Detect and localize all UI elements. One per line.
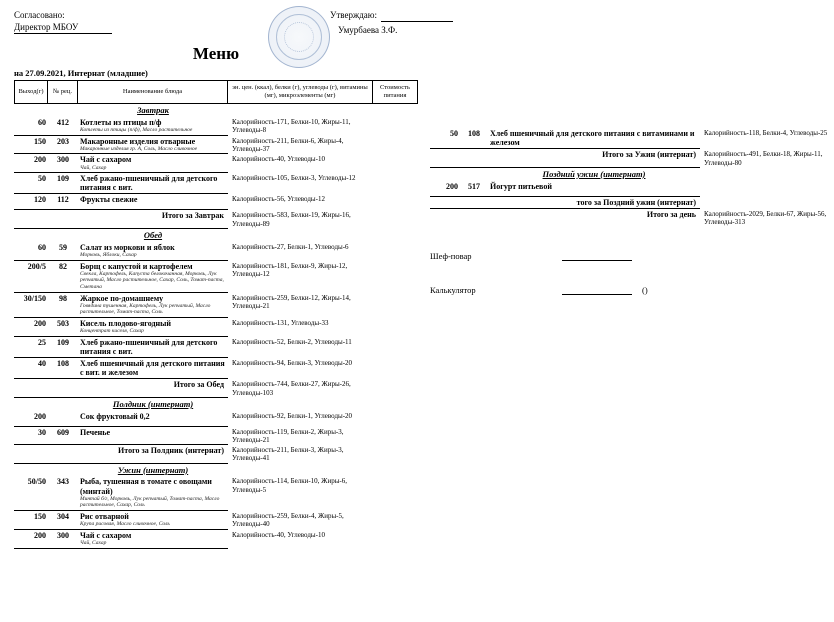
dish-title: Жаркое по-домашнему bbox=[80, 293, 164, 303]
menu-row bbox=[14, 318, 418, 337]
recipe-number: 304 bbox=[48, 511, 78, 530]
dish-name-cell bbox=[78, 154, 228, 173]
dish-title: Хлеб ржано-пшеничный для детского питания с вит. bbox=[80, 174, 218, 193]
recipe-number bbox=[460, 197, 488, 209]
recipe-number: 82 bbox=[48, 261, 78, 293]
dish-ingredients: Котлеты из птицы (п/ф), Масло растительное bbox=[80, 126, 193, 133]
menu-date-subtitle: на 27.09.2021, Интернат (младшие) bbox=[14, 68, 148, 78]
approver-signature-line bbox=[381, 12, 453, 22]
recipe-number: 108 bbox=[460, 128, 488, 149]
dish-name-cell bbox=[78, 358, 228, 379]
dish-title: Макаронные изделия отварные bbox=[80, 136, 196, 146]
recipe-number bbox=[48, 445, 78, 464]
dish-ingredients: Чай, Сахар bbox=[80, 539, 107, 546]
nutrition-info bbox=[700, 168, 830, 181]
portion-size bbox=[14, 379, 48, 398]
menu-row bbox=[14, 427, 418, 446]
dish-title: Салат из моркови и яблок bbox=[80, 242, 175, 252]
menu-row bbox=[430, 128, 830, 149]
dish-ingredients: Свекла, Картофель, Капуста белокочанная, Морковь, Лук репчатый, Масло растительное, Сахар, Соль, Томат-паста, Сметана bbox=[80, 270, 224, 290]
portion-size bbox=[14, 229, 48, 242]
nutrition-info: Калорийность-40, Углеводы-10 bbox=[232, 530, 325, 539]
nutrition-info: Калорийность-583, Белки-19, Жиры-16, Углеводы-89 bbox=[232, 211, 351, 228]
total-row bbox=[430, 149, 830, 168]
recipe-number: 517 bbox=[460, 181, 488, 197]
dish-ingredients: Макаронные изделия гр. А, Соль, Масло сливочное bbox=[80, 145, 198, 152]
chef-signature-line bbox=[562, 252, 632, 261]
menu-row bbox=[14, 293, 418, 318]
menu-table-right-column bbox=[430, 128, 830, 295]
nutrition-info bbox=[228, 104, 373, 117]
dish-title: Хлеб пшеничный для детского питания с витаминами и железом bbox=[490, 129, 695, 148]
recipe-number: 300 bbox=[48, 154, 78, 173]
chef-label: Шеф-повар bbox=[430, 251, 472, 262]
nutrition-info: Калорийность-52, Белки-2, Углеводы-11 bbox=[232, 337, 352, 346]
recipe-number bbox=[48, 411, 78, 427]
recipe-number: 109 bbox=[48, 337, 78, 358]
portion-size bbox=[14, 464, 48, 477]
recipe-number: 108 bbox=[48, 358, 78, 379]
calculator-signature-line bbox=[562, 286, 632, 295]
nutrition-info: Калорийность-259, Белки-12, Жиры-14, Углеводы-21 bbox=[232, 293, 351, 310]
total-label: Итого за день bbox=[646, 209, 696, 219]
meal-section-row bbox=[14, 464, 418, 477]
col-header-dish-name: Наименование блюда bbox=[77, 80, 228, 104]
dish-title: Фрукты свежие bbox=[80, 195, 138, 205]
approver-name: Умурбаева З.Ф. bbox=[338, 24, 398, 35]
meal-section-title: Обед bbox=[143, 229, 163, 240]
dish-name-cell bbox=[78, 242, 228, 261]
portion-size: 50 bbox=[14, 173, 48, 194]
dish-name-cell bbox=[78, 136, 228, 155]
portion-size: 50 bbox=[430, 128, 460, 149]
meal-section-row bbox=[430, 168, 830, 181]
portion-size bbox=[14, 398, 48, 411]
portion-size: 200 bbox=[14, 154, 48, 173]
agreed-label: Согласовано: bbox=[14, 10, 65, 20]
dish-name-cell bbox=[488, 181, 700, 197]
recipe-number bbox=[48, 210, 78, 229]
recipe-number bbox=[460, 209, 488, 228]
dish-name-cell bbox=[78, 411, 228, 427]
nutrition-info bbox=[700, 197, 830, 209]
portion-size: 25 bbox=[14, 337, 48, 358]
recipe-number: 343 bbox=[48, 476, 78, 511]
nutrition-info: Калорийность-94, Белки-3, Углеводы-20 bbox=[232, 359, 353, 368]
menu-row bbox=[14, 411, 418, 427]
total-row bbox=[14, 379, 418, 398]
nutrition-info: Калорийность-211, Белки-3, Жиры-3, Углеводы-41 bbox=[232, 446, 344, 463]
dish-title: Хлеб пшеничный для детского питания с вит. и железом bbox=[80, 359, 225, 378]
dish-title: Кисель плодово-ягодный bbox=[80, 318, 172, 328]
portion-size: 60 bbox=[14, 242, 48, 261]
menu-row bbox=[14, 530, 418, 549]
nutrition-info bbox=[228, 464, 373, 477]
nutrition-info: Калорийность-211, Белки-6, Жиры-4, Углеводы-37 bbox=[232, 136, 344, 153]
total-row bbox=[14, 210, 418, 229]
menu-row bbox=[14, 261, 418, 293]
menu-row bbox=[14, 194, 418, 210]
dish-title: Печенье bbox=[80, 427, 111, 437]
dish-ingredients: Говядина тушенная, Картофель, Лук репчатый, Масло растительное, Томат-паста, Соль bbox=[80, 302, 211, 316]
portion-size: 200 bbox=[430, 181, 460, 197]
nutrition-info: Калорийность-491, Белки-18, Жиры-11, Углеводы-80 bbox=[704, 150, 823, 167]
dish-title: Рыба, тушенная в томате с овощами (минтай) bbox=[80, 477, 212, 496]
calculator-suffix: () bbox=[642, 285, 648, 296]
dish-name-cell bbox=[78, 194, 228, 210]
dish-name-cell bbox=[78, 173, 228, 194]
portion-size: 50/50 bbox=[14, 476, 48, 511]
col-header-output: Выход(г) bbox=[14, 80, 48, 104]
dish-title: Йогурт питьевой bbox=[490, 181, 552, 191]
recipe-number: 203 bbox=[48, 136, 78, 155]
menu-row bbox=[14, 476, 418, 511]
menu-row bbox=[14, 173, 418, 194]
menu-row bbox=[14, 117, 418, 136]
dish-ingredients: Концентрат киселя, Сахар bbox=[80, 328, 144, 335]
portion-size: 30/150 bbox=[14, 293, 48, 318]
dish-title: Чай с сахаром bbox=[80, 155, 132, 165]
meal-section-row bbox=[14, 398, 418, 411]
dish-ingredients: Чай, Сахар bbox=[80, 164, 107, 171]
meal-section-title: Поздний ужин (интернат) bbox=[542, 168, 646, 179]
nutrition-info: Калорийность-105, Белки-3, Углеводы-12 bbox=[232, 174, 356, 183]
nutrition-info bbox=[228, 398, 373, 411]
table-header-row bbox=[14, 80, 418, 104]
col-header-recipe: № рец. bbox=[47, 80, 78, 104]
dish-name-cell bbox=[78, 427, 228, 446]
nutrition-info: Калорийность-119, Белки-2, Жиры-3, Углеводы-21 bbox=[232, 427, 344, 444]
page-title: Меню bbox=[192, 44, 240, 63]
menu-row bbox=[14, 242, 418, 261]
portion-size bbox=[430, 209, 460, 228]
menu-row bbox=[14, 511, 418, 530]
portion-size: 200 bbox=[14, 411, 48, 427]
portion-size bbox=[14, 210, 48, 229]
dish-name-cell bbox=[78, 476, 228, 511]
nutrition-info: Калорийность-118, Белки-4, Углеводы-25 bbox=[704, 129, 828, 137]
portion-size bbox=[14, 104, 48, 117]
total-label: Итого за Ужин (интернат) bbox=[488, 149, 700, 168]
recipe-number: 59 bbox=[48, 242, 78, 261]
total-row bbox=[430, 209, 830, 228]
recipe-number: 109 bbox=[48, 173, 78, 194]
nutrition-info: Калорийность-56, Углеводы-12 bbox=[232, 195, 325, 204]
portion-size: 200/5 bbox=[14, 261, 48, 293]
menu-row bbox=[14, 136, 418, 155]
dish-name-cell bbox=[78, 318, 228, 337]
approve-label: Утверждаю: bbox=[330, 10, 378, 20]
recipe-number bbox=[48, 229, 78, 242]
portion-size bbox=[430, 149, 460, 168]
total-label: Итого за Полдник (интернат) bbox=[78, 445, 228, 464]
recipe-number: 503 bbox=[48, 318, 78, 337]
col-header-nutrition: эн. цен. (ккал), белки (г), углеводы (г), витамины (мг), микроэлементы (мг) bbox=[227, 80, 373, 104]
nutrition-info: Калорийность-114, Белки-10, Жиры-6, Углеводы-5 bbox=[232, 477, 347, 494]
portion-size: 40 bbox=[14, 358, 48, 379]
recipe-number bbox=[48, 464, 78, 477]
nutrition-info: Калорийность-92, Белки-1, Углеводы-20 bbox=[232, 411, 353, 420]
dish-title: Сок фруктовый 0,2 bbox=[80, 411, 150, 421]
nutrition-info: Калорийность-744, Белки-27, Жиры-26, Углеводы-103 bbox=[232, 380, 351, 397]
dish-name-cell bbox=[78, 261, 228, 293]
portion-size: 30 bbox=[14, 427, 48, 446]
dish-name-cell bbox=[78, 117, 228, 136]
menu-row bbox=[14, 154, 418, 173]
dish-ingredients: Минтай б/г, Морковь, Лук репчатый, Томат-паста, Масло растительное, Сахар, Соль bbox=[80, 495, 220, 509]
portion-size: 150 bbox=[14, 136, 48, 155]
menu-table-left-body bbox=[14, 104, 418, 549]
dish-name-cell bbox=[488, 128, 700, 149]
menu-table-left-column bbox=[14, 80, 418, 549]
recipe-number bbox=[48, 104, 78, 117]
dish-name-cell bbox=[78, 530, 228, 549]
recipe-number: 609 bbox=[48, 427, 78, 446]
nutrition-info: Калорийность-171, Белки-10, Жиры-11, Углеводы-8 bbox=[232, 117, 351, 135]
recipe-number bbox=[460, 149, 488, 168]
portion-size bbox=[430, 197, 460, 209]
nutrition-info: Калорийность-259, Белки-4, Жиры-5, Углеводы-40 bbox=[232, 512, 344, 529]
agreed-role: Директор МБОУ bbox=[14, 22, 112, 35]
nutrition-info bbox=[228, 229, 373, 242]
portion-size: 120 bbox=[14, 194, 48, 210]
approve-block bbox=[330, 10, 453, 36]
dish-ingredients: Крупа рисовая, Масло сливочное, Соль bbox=[80, 521, 170, 528]
meal-section-title: Завтрак bbox=[137, 105, 169, 115]
dish-title: Рис отварной bbox=[80, 512, 129, 521]
dish-title: Котлеты из птицы п/ф bbox=[80, 117, 162, 127]
menu-table-right-body bbox=[430, 128, 830, 227]
meal-section-title: Ужин (интернат) bbox=[117, 464, 189, 475]
nutrition-info bbox=[700, 181, 830, 197]
calculator-label: Калькулятор bbox=[430, 285, 476, 296]
meal-section-row bbox=[14, 104, 418, 117]
recipe-number: 98 bbox=[48, 293, 78, 318]
dish-title: Чай с сахаром bbox=[80, 530, 132, 540]
nutrition-info: Калорийность-2029, Белки-67, Жиры-56, Углеводы-313 bbox=[704, 209, 827, 227]
portion-size: 60 bbox=[14, 117, 48, 136]
calculator-signature-row bbox=[430, 285, 830, 295]
meal-section-title: Полдник (интернат) bbox=[112, 398, 194, 409]
portion-size bbox=[14, 445, 48, 464]
nutrition-info: Калорийность-40, Углеводы-10 bbox=[232, 155, 325, 164]
chef-signature-row bbox=[430, 251, 830, 261]
meal-section-row bbox=[14, 229, 418, 242]
nutrition-info: Калорийность-27, Белки-1, Углеводы-6 bbox=[232, 242, 349, 251]
total-label: Итого за Завтрак bbox=[78, 210, 228, 229]
dish-name-cell bbox=[78, 293, 228, 318]
dish-name-cell bbox=[78, 337, 228, 358]
dish-ingredients: Морковь, Яблоки, Сахар bbox=[80, 251, 137, 258]
nutrition-info: Калорийность-181, Белки-9, Жиры-12, Углеводы-12 bbox=[232, 261, 348, 278]
dish-title: Борщ с капустой и картофелем bbox=[80, 261, 193, 271]
portion-size bbox=[430, 168, 460, 181]
portion-size: 200 bbox=[14, 318, 48, 337]
total-row bbox=[430, 197, 830, 209]
recipe-number bbox=[48, 379, 78, 398]
agreed-block bbox=[14, 10, 112, 34]
recipe-number bbox=[48, 398, 78, 411]
menu-row bbox=[14, 358, 418, 379]
portion-size: 200 bbox=[14, 530, 48, 549]
portion-size: 150 bbox=[14, 511, 48, 530]
recipe-number: 412 bbox=[48, 117, 78, 136]
menu-row bbox=[430, 181, 830, 197]
col-header-cost: Стоимость питания bbox=[372, 80, 418, 104]
recipe-number bbox=[460, 168, 488, 181]
total-label: Итого за Обед bbox=[78, 379, 228, 398]
dish-title: Хлеб ржано-пшеничный для детского питания с вит. bbox=[80, 337, 218, 356]
total-row bbox=[14, 445, 418, 464]
total-label: того за Поздний ужин (интернат) bbox=[488, 197, 700, 209]
recipe-number: 112 bbox=[48, 194, 78, 210]
nutrition-info: Калорийность-131, Углеводы-33 bbox=[232, 318, 329, 327]
menu-row bbox=[14, 337, 418, 358]
dish-name-cell bbox=[78, 511, 228, 530]
recipe-number: 300 bbox=[48, 530, 78, 549]
